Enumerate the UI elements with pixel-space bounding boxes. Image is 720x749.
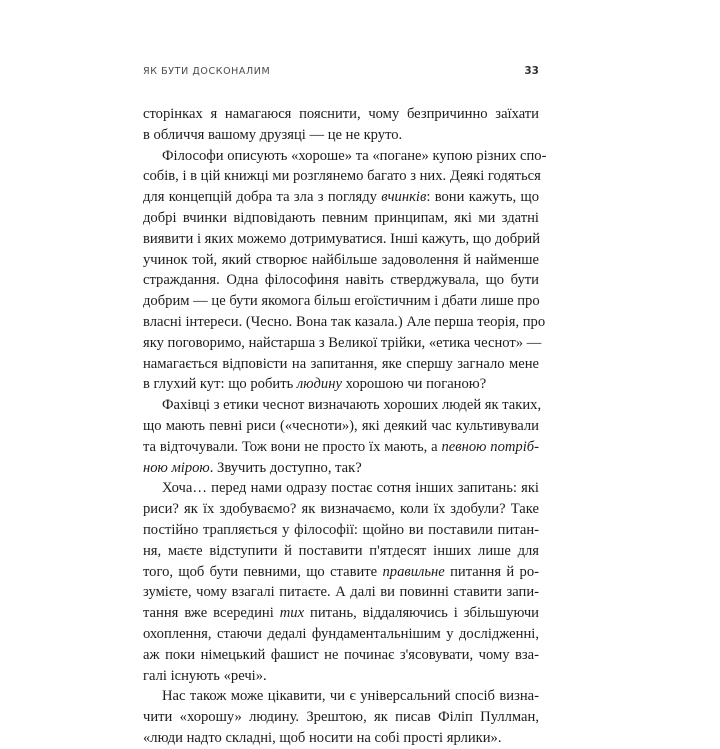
italic-text-run: певною потріб- [441,438,539,455]
paragraph [143,395,542,478]
paragraph [143,686,539,748]
text-line [143,229,539,250]
text-run: що мають певні риси («чесноти»), які деякий час культивували [143,417,539,434]
text-run: того, щоб бути певними, що ставите [143,563,383,580]
text-line [143,686,539,707]
text-run: . Звучить доступно, так? [209,459,362,476]
text-line [143,374,539,395]
text-run: Філософи описують «хороше» та «погане» купою різних спо- [162,147,547,164]
text-run: Фахівці з етики чеснот визначають хороших людей як таких, [162,397,542,414]
text-line [143,416,539,437]
text-run: аж поки німецький фашист не починає з'ясовувати, чому взa- [143,646,539,663]
text-line [143,291,539,312]
text-run: намагається відповісти на запитання, яке спершу загнало мене [143,355,539,372]
text-run: питання й ро- [444,563,539,580]
paragraph [143,104,539,146]
text-run: галі існують «речі». [143,667,267,684]
text-line [143,395,542,416]
page-number: 33 [524,65,539,77]
text-line [143,437,539,458]
text-run: чити «хорошу» людину. Зрештою, як писав Філіп Пуллман, [143,709,539,726]
text-line [143,603,539,624]
text-line [143,707,539,728]
text-run: виявити і яких можемо дотримуватися. Інші кажуть, що добрий [143,230,541,247]
italic-text-run: вчинків [381,189,427,206]
text-run: в глухий кут: що робить [143,376,297,393]
text-run: охоплення, стаючи дедалі фундаментальнішим у дослідженні, [143,625,539,642]
text-run: та відточували. Тож вони не просто їх мають, а [143,438,442,455]
text-run: хорошою чи поганою? [341,376,487,393]
text-run: риси? як їх здобуваємо? як визначаємо, коли їх здобули? Таке [143,501,539,518]
text-run: Нас також може цікавити, чи є універсальний спосіб визна- [162,688,539,705]
text-line [143,645,539,666]
text-line [143,354,539,375]
text-line [143,104,539,125]
running-header [143,66,539,80]
text-run: Хоча… перед нами одразу постає сотня інших запитань: які [162,480,539,497]
text-line [143,208,539,229]
text-line [143,146,547,167]
text-run: сторінках я намагаюся пояснити, чому безпричинно заїхати [143,106,539,122]
text-line [143,125,539,146]
text-line [143,520,539,541]
italic-text-run: тих [279,605,305,622]
text-run: яку поговоримо, найстарша з Великої трійки, «етика чеснот» — [143,334,542,351]
italic-text-run: ною мірою [143,459,210,476]
text-run: добрі вчинки відповідають певним принципам, які ми здатні [143,209,539,226]
text-run: учинок той, який створює найбільше задоволення й найменше [143,251,539,268]
italic-text-run: людину [296,376,342,393]
text-run: ня, маєте відступити й поставити п'ятдесят інших лише для [143,542,539,559]
text-run: тання вже всередині [143,605,280,622]
text-line [143,666,539,687]
text-line [143,478,539,499]
text-run: питань, віддаляючись і збільшуючи [304,605,539,622]
paragraph [143,146,547,396]
text-run: собів, і в цій книжці ми розглянемо багато з них. Деякі годяться [143,168,541,185]
paragraph [143,478,539,686]
body-text [143,104,547,749]
text-run: добрим — це бути якомога більш егоїстичним і дбати лише про [143,293,540,310]
italic-text-run: правильне [382,563,445,580]
text-run: страждання. Одна філософиня навіть стверджувала, що бути [143,272,539,289]
text-run: для концепцій добра та зла з погляду [143,189,382,206]
text-run: постійно трапляється у філософії: щойно ви поставили питан- [143,521,539,538]
text-run: в обличчя вашому друзяці — це не круто. [143,126,403,143]
text-line [143,624,539,645]
text-line [143,582,539,603]
text-line [143,166,539,187]
text-line [143,458,539,479]
text-run: зумієте, чому взагалі питаєте. А далі ви повинні ставити запи- [143,584,539,601]
text-line [143,499,539,520]
text-line [143,312,546,333]
text-run: : вони кажуть, що [426,189,539,206]
text-run: власні інтереси. (Чесно. Вона так казала.) Але перша теорія, про [143,313,546,330]
text-line [143,187,539,208]
text-line [143,562,539,583]
text-line [143,728,539,749]
text-line [143,250,539,271]
text-line [143,541,539,562]
text-run: «люди надто складні, щоб носити на собі прості ярлики». [143,729,502,746]
text-line [143,333,542,354]
text-line [143,270,539,291]
running-header-title: ЯК БУТИ ДОСКОНАЛИМ [143,66,271,77]
